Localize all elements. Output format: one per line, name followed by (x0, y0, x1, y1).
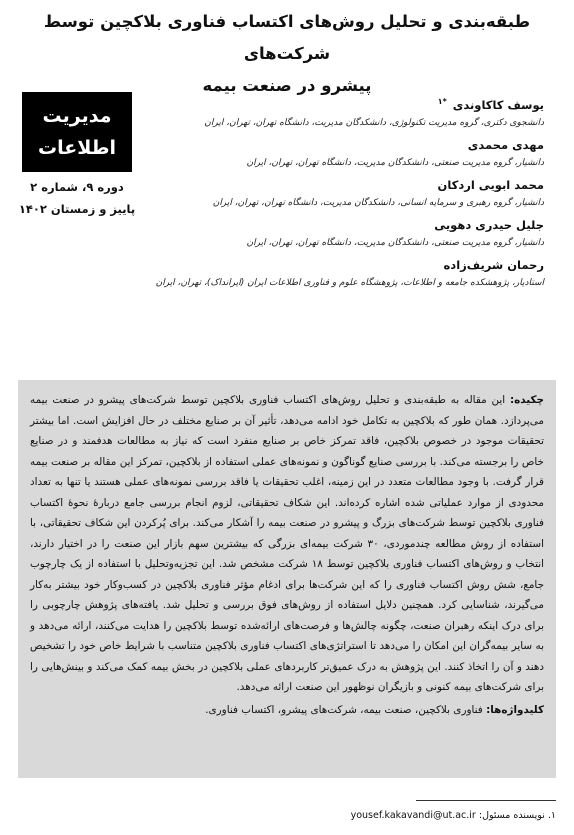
paper-title-line-1: طبقه‌بندی و تحلیل روش‌های اکتساب فناوری بلاکچین توسط شرکت‌های (43, 12, 531, 63)
author-entry (124, 135, 544, 171)
keywords-text: فناوری بلاکچین، صنعت بیمه، شرکت‌های پیشرو، اکتساب فناوری. (205, 703, 483, 716)
corresponding-author-email[interactable]: yousef.kakavandi@ut.ac.ir (350, 810, 476, 821)
paper-title (10, 6, 564, 102)
paper-title-line-2: پیشرو در صنعت بیمه (202, 76, 372, 95)
abstract-label: چکیده: (509, 394, 545, 406)
footnote (18, 808, 556, 824)
author-entry (124, 255, 544, 291)
author-affiliation: دانشجوی دکتری، گروه مدیریت تکنولوژی، دانشکدگان مدیریت، دانشگاه تهران، تهران، ایران (204, 117, 544, 128)
journal-logo (22, 92, 132, 172)
author-name: جلیل حیدری دهویی (434, 217, 544, 232)
author-footnote-mark: *۱ (437, 97, 447, 106)
keywords (30, 700, 544, 721)
author-entry (124, 175, 544, 211)
author-affiliation: دانشیار، گروه رهبری و سرمایه انسانی، دانشکدگان مدیریت، دانشگاه تهران، تهران، ایران (212, 197, 544, 208)
keywords-label: کلیدواژه‌ها: (486, 703, 544, 716)
author-list (124, 92, 544, 295)
author-affiliation: دانشیار، گروه مدیریت صنعتی، دانشکدگان مدیریت، دانشگاه تهران، تهران، ایران (246, 157, 544, 168)
journal-volume-issue: دوره ۹، شماره ۲ (30, 180, 124, 194)
author-name: رحمان شریف‌زاده (443, 257, 544, 272)
journal-issue-info (14, 176, 140, 220)
abstract-paragraph (30, 390, 544, 698)
abstract-box (18, 380, 556, 778)
author-name: مهدی محمدی (467, 137, 544, 152)
author-affiliation: دانشیار، گروه مدیریت صنعتی، دانشکدگان مدیریت، دانشگاه تهران، تهران، ایران (246, 237, 544, 248)
author-entry (124, 215, 544, 251)
abstract-text: این مقاله به طبقه‌بندی و تحلیل روش‌های اکتساب فناوری بلاکچین توسط شرکت‌های پیشرو در صنعت بیمه می‌پردازد. همان طور که بلاکچین به تکامل خود ادامه می‌دهد، تأثیر آن بر صنایع مختلف در حال افزایش است. اما بیشتر تحقیقات موجود در خصوص بلاکچین، فاقد تمرکز خاص بر صنایع منفرد است که نیاز به مطالعات هدفمند و در صنایع خاص را برجسته می‌کند. با بررسی صنایع گوناگون و نمونه‌های عملی استفاده از بلاکچین، تمرکز این مقاله بر صنعت بیمه قرار گرفت. با وجود مطالعات متعدد در این زمینه، اغلب تحقیقات یا فاقد بررسی نمونه‌های عملی هستند یا تنها به تعداد محدودی از موارد عملیاتی شده اشاره کرده‌اند. این شکاف تحقیقاتی، لزوم انجام بررسی جامع دربارهٔ نحوهٔ اکتساب فناوری بلاکچین توسط شرکت‌های بزرگ و پیشرو در صنعت بیمه را آشکار می‌کند. برای پُرکردن این شکاف تحقیقاتی، با استفاده از روش مطالعه چندموردی، ۳۰ شرکت بیمه‌ای بزرگی که بیشترین سهم بازار این صنعت را در اختیار دارند، انتخاب و روش‌های اکتساب فناوری بلاکچین توسط ۱۸ شرکت مشخص شد. این تجزیه‌وتحلیل با استفاده از یک چارچوب جامع، شش روش اکتساب فناوری را که این شرکت‌ها برای ادغام مؤثر فناوری بلاکچین در کسب‌وکار خود بیشتر به‌کار می‌گیرند، شناسایی کرد. همچنین دلایل استفاده از روش‌های فوق بررسی و تحلیل شد. یافته‌های پژوهش چارچوبی را برای درک اینکه رهبران صنعت، چگونه چالش‌ها و فرصت‌های ارائه‌شده توسط بلاکچین را هدایت می‌کنند، ارائه می‌دهد و به سایر بیمه‌گران این امکان را می‌دهد تا استراتژی‌های اکتساب فناوری بلاکچین متناسب با شرایط خاص خود را تشخیص دهند و آن را اتخاذ کنند. این پژوهش به درک عمیق‌تر کاربردهای عملی بلاکچین در بخش بیمه کمک می‌کند و بینش‌هایی را برای شرکت‌های بیمه کنونی و بازیگران نوظهور این صنعت ارائه می‌دهد. (30, 394, 544, 693)
author-affiliation: استادیار، پژوهشکده جامعه و اطلاعات، پژوهشگاه علوم و فناوری اطلاعات ایران (ایرانداک)، تهران، ایران (155, 277, 544, 288)
footnote-text: ۱. نویسنده مسئول: (478, 810, 556, 821)
author-name: یوسف کاکاوندی (452, 97, 544, 112)
journal-season-year: پاییز و زمستان ۱۴۰۲ (18, 202, 136, 216)
journal-name-line-2: اطلاعات (37, 137, 117, 159)
journal-name-line-1: مدیریت (42, 105, 112, 127)
footnote-divider (416, 800, 556, 801)
author-name: محمد ابویی اردکان (437, 177, 544, 192)
author-entry (124, 92, 544, 131)
